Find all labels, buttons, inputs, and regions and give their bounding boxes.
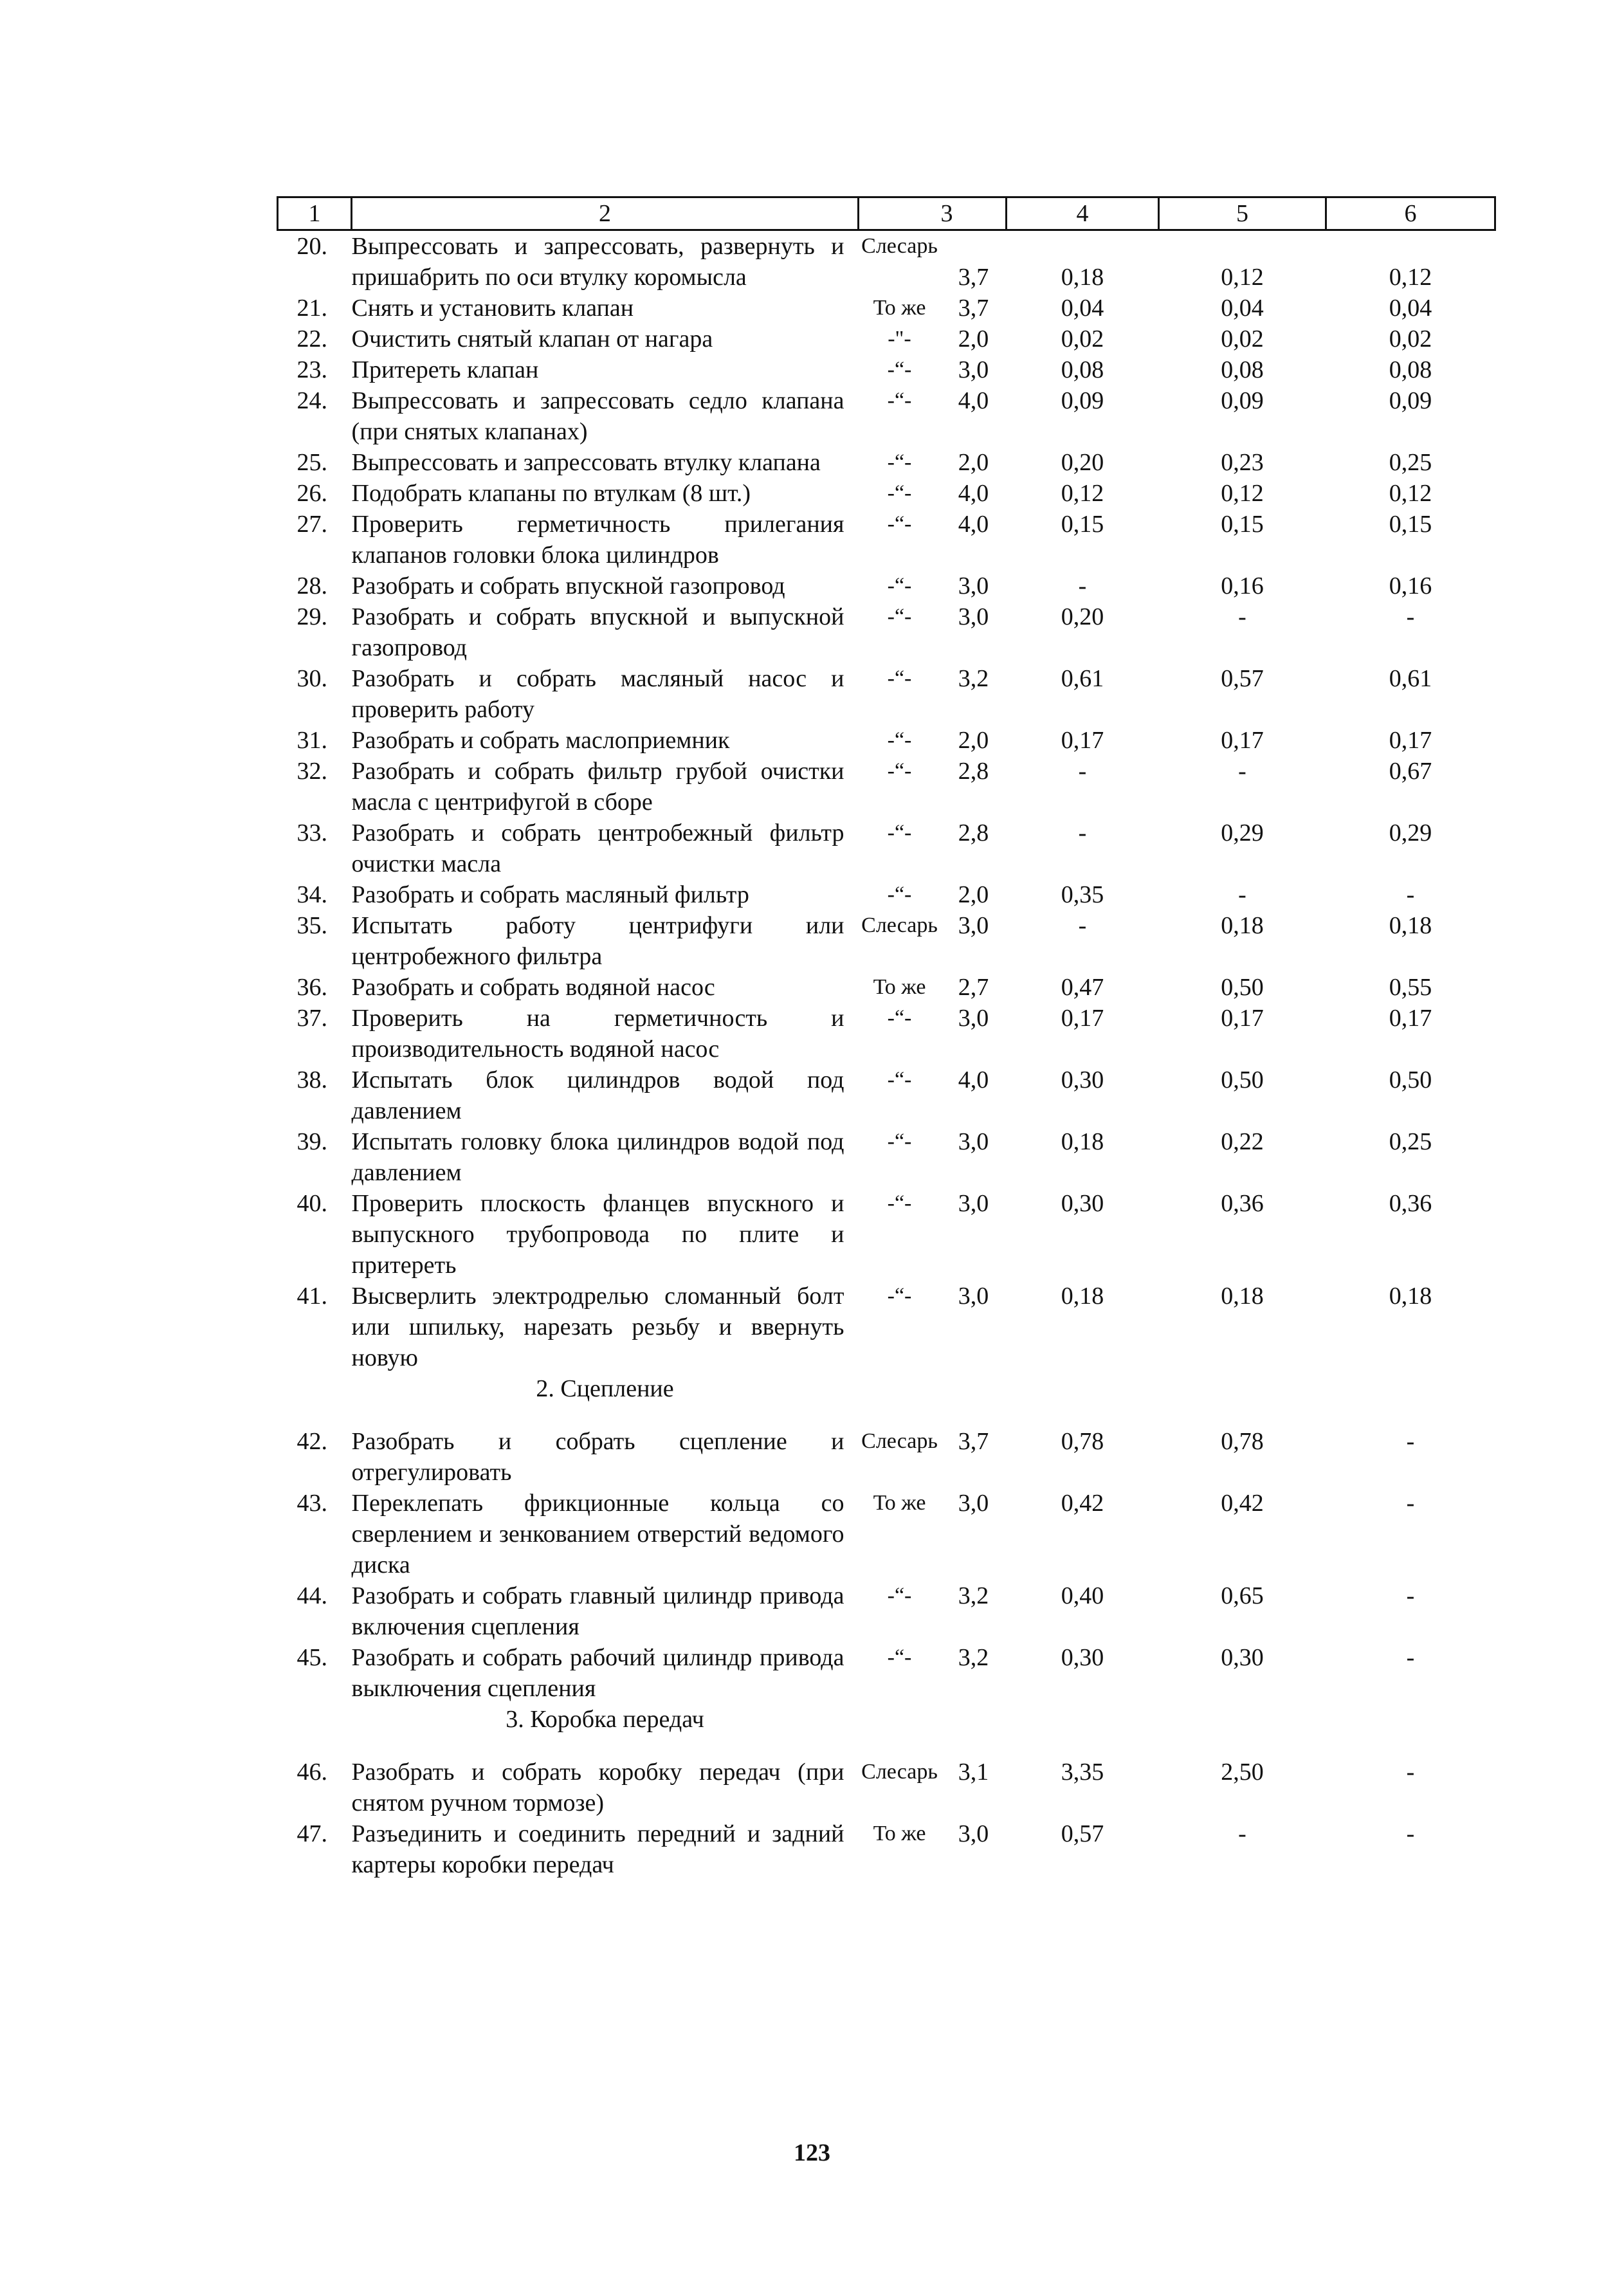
row-number: 39.	[297, 1128, 327, 1155]
grade-value: 4,0	[958, 1066, 989, 1093]
operation-text: Проверить на герметичность и производительность водяной насос	[351, 1005, 844, 1063]
value-col-4: 0,08	[1061, 356, 1104, 383]
performer: Слесарь	[861, 1429, 938, 1453]
value-col-4: 0,42	[1061, 1490, 1104, 1517]
table-row	[278, 1065, 1495, 1126]
row-number: 43.	[297, 1490, 327, 1517]
value-col-6: -	[1406, 603, 1415, 630]
operation-text: Разобрать и собрать сцепление и отрегулировать	[351, 1428, 844, 1486]
value-col-6: 0,12	[1389, 480, 1432, 507]
grade-value: 3,1	[958, 1759, 989, 1786]
performer: -“-	[887, 1645, 912, 1669]
value-col-5: 2,50	[1221, 1759, 1264, 1786]
table-row	[278, 601, 1495, 663]
value-col-5: 0,17	[1221, 727, 1264, 754]
row-number: 24.	[297, 387, 327, 414]
grade-value: 3,0	[958, 1128, 989, 1155]
performer: -“-	[887, 605, 912, 628]
value-col-4: 0,61	[1061, 665, 1104, 692]
value-col-5: 0,09	[1221, 387, 1264, 414]
value-col-5: 0,78	[1221, 1428, 1264, 1455]
value-col-5: 0,23	[1221, 449, 1264, 476]
performer: -“-	[887, 759, 912, 783]
value-col-4: 0,18	[1061, 1128, 1104, 1155]
table-row	[278, 509, 1495, 571]
operation-text: Снять и установить клапан	[351, 295, 634, 322]
operation-text: Разобрать и собрать впускной и выпускной газопровод	[351, 603, 844, 661]
operation-text: Разобрать и собрать масляный фильтр	[351, 881, 749, 908]
value-col-4: 0,17	[1061, 727, 1104, 754]
row-number: 32.	[297, 758, 327, 785]
row-number: 37.	[297, 1005, 327, 1032]
value-col-6: 0,36	[1389, 1190, 1432, 1217]
column-header-5: 5	[1159, 197, 1326, 230]
performer: -“-	[887, 821, 912, 845]
grade-value: 3,0	[958, 572, 989, 599]
operation-text: Разобрать и собрать фильтр грубой очистки масла с центрифугой в сборе	[351, 758, 844, 816]
value-col-5: 0,02	[1221, 325, 1264, 352]
value-col-4: 3,35	[1061, 1759, 1104, 1786]
operation-text: Выпрессовать и запрессовать, развернуть и пришабрить по оси втулку коромысла	[351, 233, 844, 291]
row-number: 23.	[297, 356, 327, 383]
value-col-4: 0,15	[1061, 511, 1104, 538]
value-col-5: 0,50	[1221, 1066, 1264, 1093]
table-row	[278, 879, 1495, 910]
column-header-3	[859, 197, 941, 230]
value-col-6: 0,55	[1389, 974, 1432, 1001]
table-row	[278, 756, 1495, 818]
value-col-5: 0,12	[1221, 480, 1264, 507]
operation-text: Испытать работу центрифуги или центробежного фильтра	[351, 912, 844, 970]
value-col-6: 0,17	[1389, 727, 1432, 754]
row-number: 27.	[297, 511, 327, 538]
value-col-6: 0,67	[1389, 758, 1432, 785]
column-header-3-value: 3	[941, 197, 1007, 230]
page-number: 123	[794, 2139, 830, 2166]
row-number: 22.	[297, 325, 327, 352]
value-col-6: 0,02	[1389, 325, 1432, 352]
operation-text: Выпрессовать и запрессовать седло клапана (при снятых клапанах)	[351, 387, 844, 445]
grade-value: 3,7	[958, 295, 989, 322]
performer: -“-	[887, 666, 912, 690]
grade-value: 4,0	[958, 387, 989, 414]
row-number: 33.	[297, 819, 327, 846]
operation-text: Разобрать и собрать масляный насос и проверить работу	[351, 665, 844, 723]
value-col-6: -	[1406, 881, 1415, 908]
value-col-6: 0,61	[1389, 665, 1432, 692]
row-number: 25.	[297, 449, 327, 476]
performer: То же	[873, 1822, 926, 1845]
value-col-4: 0,18	[1061, 264, 1104, 291]
table-body-engine	[278, 230, 1495, 1374]
value-col-5: 0,08	[1221, 356, 1264, 383]
grade-value: 3,2	[958, 1582, 989, 1609]
table-row	[278, 1188, 1495, 1281]
row-number: 36.	[297, 974, 327, 1001]
value-col-4: 0,30	[1061, 1066, 1104, 1093]
value-col-5: -	[1238, 603, 1246, 630]
column-header-6: 6	[1326, 197, 1495, 230]
section-heading-group	[278, 1373, 1495, 1426]
value-col-6: 0,50	[1389, 1066, 1432, 1093]
value-col-4: -	[1078, 912, 1087, 939]
value-col-6: 0,04	[1389, 295, 1432, 322]
value-col-4: 0,02	[1061, 325, 1104, 352]
value-col-6: 0,17	[1389, 1005, 1432, 1032]
column-header-4: 4	[1007, 197, 1159, 230]
grade-value: 2,8	[958, 758, 989, 785]
value-col-5: 0,12	[1221, 264, 1264, 291]
operation-text: Разобрать и собрать центробежный фильтр очистки масла	[351, 819, 844, 877]
operation-text: Разобрать и собрать впускной газопровод	[351, 572, 785, 599]
value-col-5: 0,15	[1221, 511, 1264, 538]
table-row	[278, 1818, 1495, 1880]
table-body-gearbox	[278, 1757, 1495, 1880]
performer: -“-	[887, 1006, 912, 1030]
value-col-5: 0,17	[1221, 1005, 1264, 1032]
value-col-4: -	[1078, 572, 1087, 599]
grade-value: 3,0	[958, 603, 989, 630]
operation-text: Разобрать и собрать главный цилиндр привода включения сцепления	[351, 1582, 844, 1640]
table-row	[278, 910, 1495, 972]
value-col-6: 0,12	[1389, 264, 1432, 291]
value-col-6: -	[1406, 1644, 1415, 1671]
operation-text: Проверить герметичность прилегания клапанов головки блока цилиндров	[351, 511, 844, 569]
value-col-5: 0,18	[1221, 912, 1264, 939]
value-col-5: 0,29	[1221, 819, 1264, 846]
performer: -“-	[887, 1129, 912, 1153]
table-row	[278, 571, 1495, 601]
value-col-4: 0,47	[1061, 974, 1104, 1001]
row-number: 45.	[297, 1644, 327, 1671]
value-col-5: -	[1238, 881, 1246, 908]
value-col-6: 0,25	[1389, 449, 1432, 476]
grade-value: 2,8	[958, 819, 989, 846]
grade-value: 4,0	[958, 511, 989, 538]
performer: -“-	[887, 1284, 912, 1308]
value-col-4: 0,30	[1061, 1644, 1104, 1671]
row-number: 20.	[297, 233, 327, 260]
grade-value: 2,0	[958, 881, 989, 908]
performer: -“-	[887, 481, 912, 505]
grade-value: 3,2	[958, 1644, 989, 1671]
grade-value: 3,0	[958, 1820, 989, 1847]
value-col-5: -	[1238, 1820, 1246, 1847]
table-row	[278, 1426, 1495, 1488]
performer: -“-	[887, 1068, 912, 1092]
row-number: 35.	[297, 912, 327, 939]
performer: Слесарь	[861, 234, 938, 258]
table-header	[278, 197, 1495, 230]
performer: То же	[873, 296, 926, 320]
value-col-4: 0,78	[1061, 1428, 1104, 1455]
grade-value: 2,7	[958, 974, 989, 1001]
performer: -“-	[887, 389, 912, 412]
table-row	[278, 1580, 1495, 1642]
table-row	[278, 230, 1495, 293]
grade-value: 3,0	[958, 912, 989, 939]
column-header-1: 1	[278, 197, 352, 230]
table-row	[278, 1488, 1495, 1580]
table-row	[278, 663, 1495, 725]
value-col-5: 0,18	[1221, 1283, 1264, 1310]
operation-text: Притереть клапан	[351, 356, 539, 383]
value-col-5: -	[1238, 758, 1246, 785]
table-row	[278, 972, 1495, 1003]
performer: -“-	[887, 1584, 912, 1607]
operation-text: Очистить снятый клапан от нагара	[351, 325, 713, 352]
performer: Слесарь	[861, 913, 938, 937]
operation-text: Разъединить и соединить передний и задний картеры коробки передач	[351, 1820, 844, 1878]
row-number: 41.	[297, 1283, 327, 1310]
labor-norms-table	[277, 196, 1496, 1880]
table-row	[278, 1642, 1495, 1704]
operation-text: Испытать блок цилиндров водой под давлением	[351, 1066, 844, 1124]
operation-text: Выпрессовать и запрессовать втулку клапана	[351, 449, 821, 476]
row-number: 30.	[297, 665, 327, 692]
grade-value: 4,0	[958, 480, 989, 507]
performer: То же	[873, 1491, 926, 1515]
table-row	[278, 1281, 1495, 1373]
row-number: 40.	[297, 1190, 327, 1217]
value-col-6: 0,25	[1389, 1128, 1432, 1155]
value-col-5: 0,50	[1221, 974, 1264, 1001]
section-heading-clutch: 2. Сцепление	[536, 1375, 674, 1402]
operation-text: Высверлить электродрелью сломанный болт или шпильку, нарезать резьбу и ввернуть новую	[351, 1283, 844, 1371]
performer: -“-	[887, 882, 912, 906]
value-col-5: 0,16	[1221, 572, 1264, 599]
operation-text: Разобрать и собрать водяной насос	[351, 974, 715, 1001]
value-col-6: -	[1406, 1582, 1415, 1609]
operation-text: Переклепать фрикционные кольца со сверлением и зенкованием отверстий ведомого диска	[351, 1490, 844, 1578]
column-header-2: 2	[352, 197, 859, 230]
value-col-4: 0,12	[1061, 480, 1104, 507]
row-number: 46.	[297, 1759, 327, 1786]
grade-value: 3,0	[958, 1190, 989, 1217]
value-col-6: 0,18	[1389, 912, 1432, 939]
table-row	[278, 385, 1495, 447]
value-col-4: 0,18	[1061, 1283, 1104, 1310]
value-col-6: -	[1406, 1428, 1415, 1455]
operation-text: Разобрать и собрать маслоприемник	[351, 727, 730, 754]
value-col-5: 0,42	[1221, 1490, 1264, 1517]
value-col-4: 0,09	[1061, 387, 1104, 414]
performer: -“-	[887, 358, 912, 381]
value-col-4: 0,20	[1061, 449, 1104, 476]
value-col-4: 0,04	[1061, 295, 1104, 322]
value-col-5: 0,30	[1221, 1644, 1264, 1671]
value-col-4: -	[1078, 819, 1087, 846]
value-col-6: 0,15	[1389, 511, 1432, 538]
table-row	[278, 293, 1495, 324]
performer: -“-	[887, 574, 912, 598]
value-col-6: -	[1406, 1490, 1415, 1517]
row-number: 29.	[297, 603, 327, 630]
value-col-6: -	[1406, 1759, 1415, 1786]
performer: -“-	[887, 450, 912, 474]
table-row	[278, 354, 1495, 385]
value-col-5: 0,57	[1221, 665, 1264, 692]
operation-text: Разобрать и собрать рабочий цилиндр привода выключения сцепления	[351, 1644, 844, 1702]
grade-value: 2,0	[958, 449, 989, 476]
performer: -“-	[887, 512, 912, 536]
table-body-clutch	[278, 1426, 1495, 1704]
table-row	[278, 1757, 1495, 1818]
value-col-4: -	[1078, 758, 1087, 785]
grade-value: 3,0	[958, 1490, 989, 1517]
performer: -“-	[887, 728, 912, 752]
table-row	[278, 1003, 1495, 1065]
value-col-6: 0,16	[1389, 572, 1432, 599]
grade-value: 3,0	[958, 356, 989, 383]
value-col-4: 0,40	[1061, 1582, 1104, 1609]
value-col-5: 0,36	[1221, 1190, 1264, 1217]
grade-value: 3,7	[958, 1428, 989, 1455]
value-col-6: 0,18	[1389, 1283, 1432, 1310]
operation-text: Разобрать и собрать коробку передач (при снятом ручном тормозе)	[351, 1759, 844, 1816]
table-row	[278, 1126, 1495, 1188]
value-col-4: 0,17	[1061, 1005, 1104, 1032]
performer: То же	[873, 975, 926, 999]
operation-text: Подобрать клапаны по втулкам (8 шт.)	[351, 480, 751, 507]
row-number: 47.	[297, 1820, 327, 1847]
row-number: 42.	[297, 1428, 327, 1455]
operation-text: Испытать головку блока цилиндров водой под давлением	[351, 1128, 844, 1186]
value-col-4: 0,57	[1061, 1820, 1104, 1847]
section-heading-gearbox: 3. Коробка передач	[506, 1706, 704, 1733]
grade-value: 2,0	[958, 727, 989, 754]
row-number: 26.	[297, 480, 327, 507]
value-col-6: 0,08	[1389, 356, 1432, 383]
grade-value: 3,7	[958, 264, 989, 291]
row-number: 34.	[297, 881, 327, 908]
table-row	[278, 324, 1495, 354]
grade-value: 3,2	[958, 665, 989, 692]
value-col-4: 0,20	[1061, 603, 1104, 630]
value-col-4: 0,35	[1061, 881, 1104, 908]
grade-value: 3,0	[958, 1283, 989, 1310]
grade-value: 3,0	[958, 1005, 989, 1032]
value-col-5: 0,04	[1221, 295, 1264, 322]
value-col-6: 0,29	[1389, 819, 1432, 846]
value-col-4: 0,30	[1061, 1190, 1104, 1217]
performer: -“-	[887, 1191, 912, 1215]
value-col-5: 0,65	[1221, 1582, 1264, 1609]
grade-value: 2,0	[958, 325, 989, 352]
value-col-6: -	[1406, 1820, 1415, 1847]
table-row	[278, 447, 1495, 478]
table-row	[278, 725, 1495, 756]
section-heading-group	[278, 1704, 1495, 1757]
row-number: 44.	[297, 1582, 327, 1609]
row-number: 38.	[297, 1066, 327, 1093]
value-col-5: 0,22	[1221, 1128, 1264, 1155]
table-row	[278, 478, 1495, 509]
table-row	[278, 818, 1495, 879]
performer: Слесарь	[861, 1760, 938, 1784]
value-col-6: 0,09	[1389, 387, 1432, 414]
operation-text: Проверить плоскость фланцев впускного и выпускного трубопровода по плите и притереть	[351, 1190, 844, 1279]
performer: -"-	[888, 327, 911, 351]
row-number: 28.	[297, 572, 327, 599]
row-number: 31.	[297, 727, 327, 754]
row-number: 21.	[297, 295, 327, 322]
